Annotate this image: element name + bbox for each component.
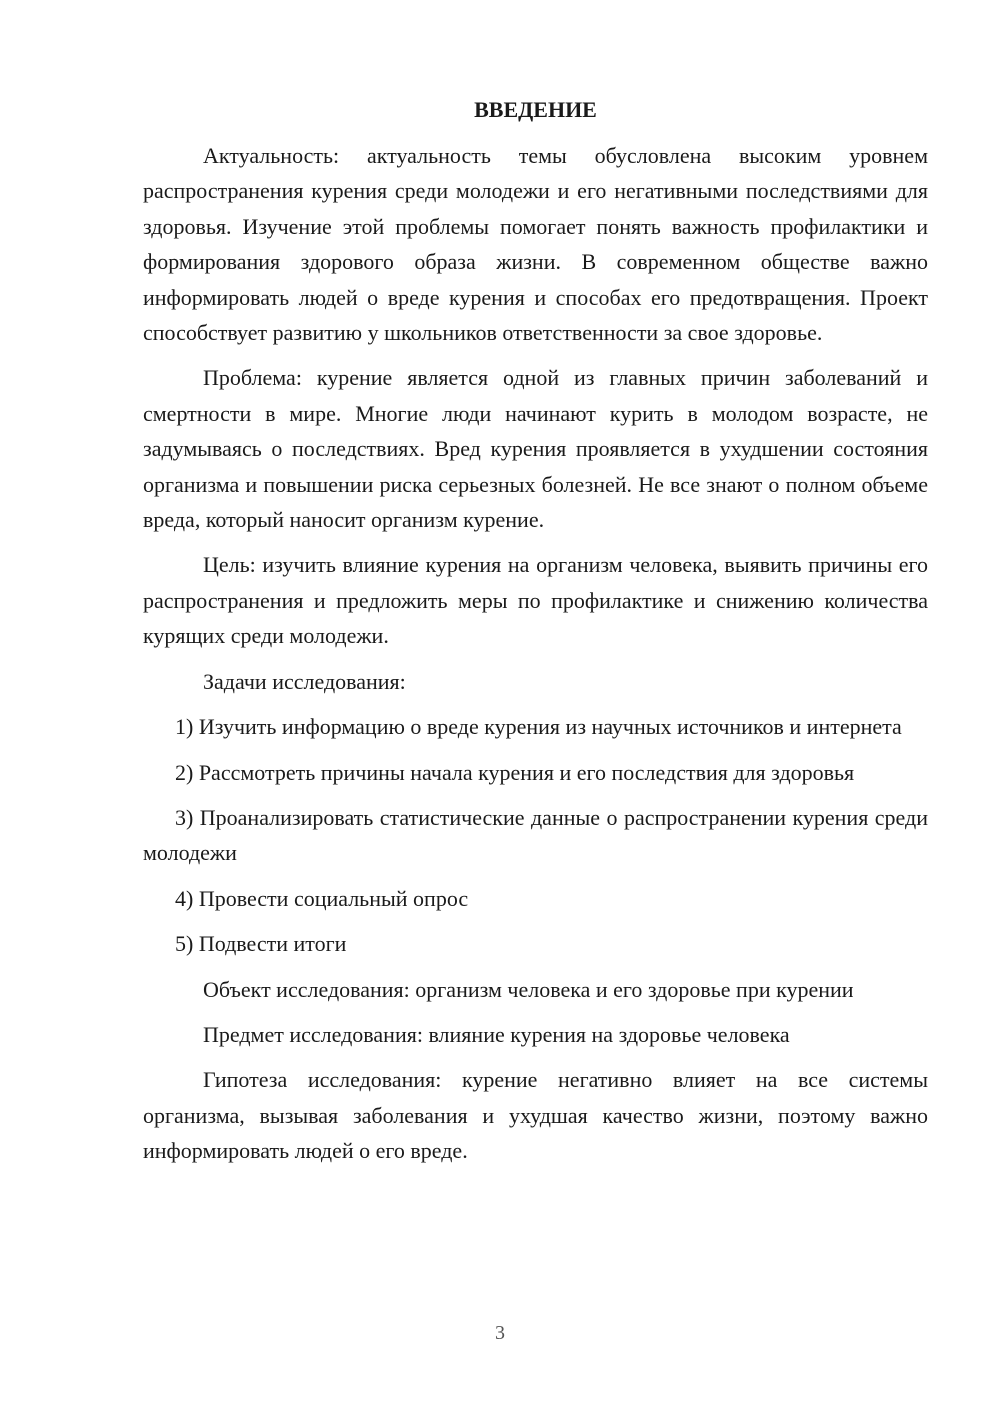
paragraph-hypothesis: Гипотеза исследования: курение негативно влияет на все системы организма, вызывая заболевания и ухудшая качество жизни, поэтому важно информировать людей о его вреде. (143, 1067, 928, 1164)
paragraph-goal: Цель: изучить влияние курения на организм человека, выявить причины его распространения и предложить меры по профилактике и снижению количества курящих среди молодежи. (143, 552, 928, 649)
page-number: 3 (495, 1322, 505, 1344)
task-item-5: 5) Подвести итоги (175, 931, 347, 957)
paragraph-problem: Проблема: курение является одной из главных причин заболеваний и смертности в мире. Многие люди начинают курить в молодом возрасте, не задумываясь о последствиях. Вред курения проявляется в ухудшении состояния организма и повышении риска серьезных болезней. Не все знают о полном объеме вреда, который наносит организм курение. (143, 365, 928, 533)
task-item-4: 4) Провести социальный опрос (175, 885, 469, 911)
task-item-1: 1) Изучить информацию о вреде курения из научных источников и интернета (175, 714, 902, 740)
task-item-3: 3) Проанализировать статистические данные о распространении курения среди молодежи (143, 804, 928, 866)
paragraph-object: Объект исследования: организм человека и его здоровье при курении (203, 976, 854, 1002)
page-title: ВВЕДЕНИЕ (474, 97, 597, 122)
task-item-2: 2) Рассмотреть причины начала курения и его последствия для здоровья (175, 759, 855, 785)
paragraph-tasks-heading: Задачи исследования: (203, 668, 406, 694)
paragraph-subject: Предмет исследования: влияние курения на здоровье человека (203, 1021, 790, 1047)
paragraph-relevance: Актуальность: актуальность темы обусловлена высоким уровнем распространения курения среди молодежи и его негативными последствиями для здоровья. Изучение этой проблемы помогает понять важность профилактики и формирования здорового образа жизни. В современном обществе важно информировать людей о вреде курения и способах его предотвращения. Проект способствует развитию у школьников ответственности за свое здоровье. (143, 143, 928, 346)
document-page (143, 94, 928, 1179)
